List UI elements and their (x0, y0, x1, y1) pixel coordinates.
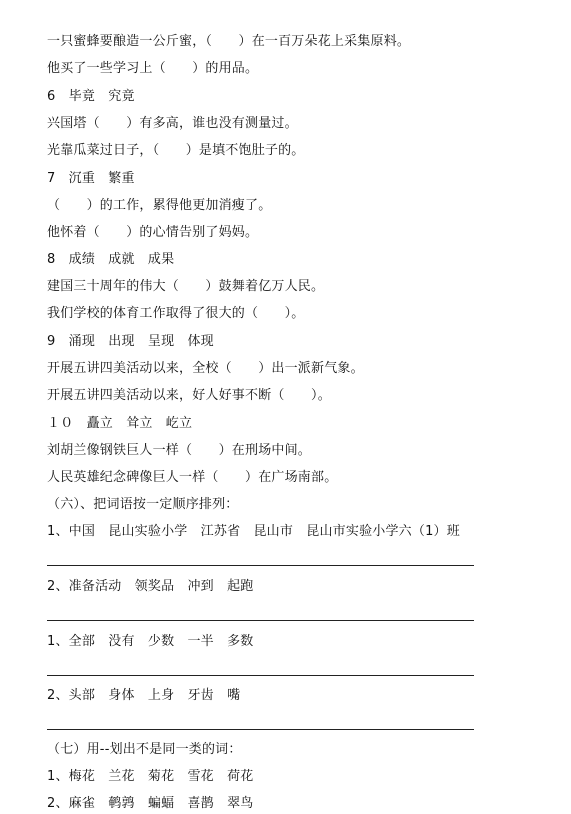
fill-blank-sentence: 兴国塔（ ）有多高，谁也没有测量过。 (47, 116, 298, 131)
odd-one-out-question: 2、麻雀 鹌鹑 蝙蝠 喜鹊 翠鸟 (47, 796, 254, 811)
ordering-question: 1、全部 没有 少数 一半 多数 (47, 634, 254, 649)
word-choice-heading: 7 沉重 繁重 (47, 171, 135, 186)
ordering-question: 2、头部 身体 上身 牙齿 嘴 (47, 688, 241, 703)
word-choice-heading: １０ 矗立 耸立 屹立 (47, 416, 193, 431)
answer-line (47, 565, 474, 566)
fill-blank-sentence: 他买了一些学习上（ ）的用品。 (47, 61, 259, 76)
answer-line (47, 620, 474, 621)
fill-blank-sentence: 刘胡兰像钢铁巨人一样（ ）在刑场中间。 (47, 443, 312, 458)
word-choice-heading: 9 涌现 出现 呈现 体现 (47, 334, 214, 349)
fill-blank-sentence: 人民英雄纪念碑像巨人一样（ ）在广场南部。 (47, 470, 338, 485)
word-choice-heading: 6 毕竟 究竟 (47, 89, 135, 104)
section-heading: （七）用--划出不是同一类的词： (47, 742, 242, 757)
answer-line (47, 729, 474, 730)
section-heading: （六）、把词语按一定顺序排列： (47, 497, 239, 512)
ordering-question: 2、准备活动 领奖品 冲到 起跑 (47, 579, 254, 594)
fill-blank-sentence: （ ）的工作，累得他更加消瘦了。 (47, 198, 272, 213)
fill-blank-sentence: 开展五讲四美活动以来，好人好事不断（ ）。 (47, 388, 331, 403)
fill-blank-sentence: 开展五讲四美活动以来，全校（ ）出一派新气象。 (47, 361, 364, 376)
odd-one-out-question: 1、梅花 兰花 菊花 雪花 荷花 (47, 769, 254, 784)
fill-blank-sentence: 一只蜜蜂要酿造一公斤蜜，（ ）在一百万朵花上采集原料。 (47, 34, 411, 49)
fill-blank-sentence: 光靠瓜菜过日子，（ ）是填不饱肚子的。 (47, 143, 305, 158)
fill-blank-sentence: 建国三十周年的伟大（ ）鼓舞着亿万人民。 (47, 279, 325, 294)
answer-line (47, 675, 474, 676)
ordering-question: 1、中国 昆山实验小学 江苏省 昆山市 昆山市实验小学六（1）班 (47, 524, 460, 539)
fill-blank-sentence: 我们学校的体育工作取得了很大的（ ）。 (47, 306, 305, 321)
fill-blank-sentence: 他怀着（ ）的心情告别了妈妈。 (47, 225, 259, 240)
word-choice-heading: 8 成绩 成就 成果 (47, 252, 175, 267)
